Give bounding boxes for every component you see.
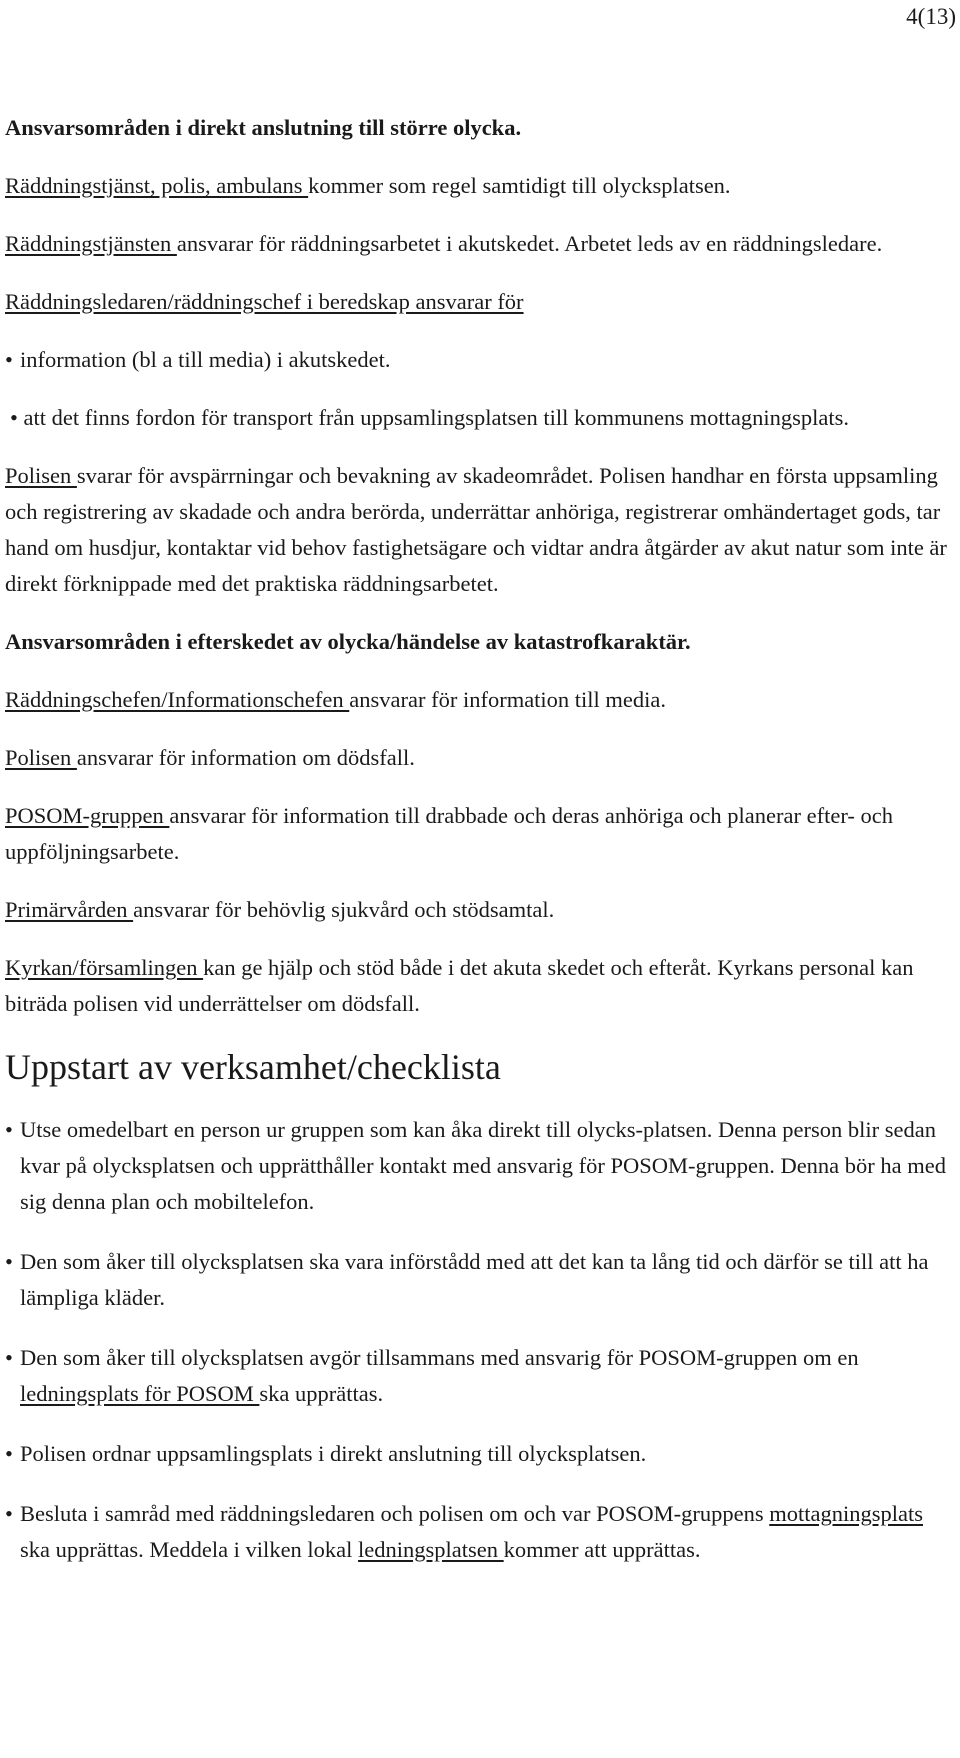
- paragraph-police: Polisen svarar för avspärrningar och bevakning av skadeområdet. Polisen handhar en första uppsamling och registrering av skadade och andra berörda, underrättar anhöriga, registrerar omhändertaget gods, tar hand om husdjur, kontaktar vid behov fastighetsägare och vidtar andra åtgärder av akut natur som inte är direkt förknippade med det praktiska räddningsarbetet.: [5, 463, 947, 596]
- underlined-term: ledningsplatsen: [358, 1537, 504, 1562]
- underlined-term: Räddningstjänsten: [5, 231, 177, 256]
- document-body: [5, 110, 955, 1592]
- checklist-item: • Den som åker till olycksplatsen avgör tillsammans med ansvarig för POSOM-gruppen om en ledningsplats för POSOM ska upprättas.: [5, 1345, 859, 1406]
- paragraph-primary-care: Primärvården ansvarar för behövlig sjukvård och stödsamtal.: [5, 897, 555, 922]
- underlined-term: Räddningschefen/Informationschefen: [5, 687, 350, 712]
- bullet-information: • information (bl a till media) i akutskedet.: [5, 342, 955, 378]
- underlined-term: Polisen: [5, 745, 77, 770]
- checklist-item: • Den som åker till olycksplatsen ska vara införstådd med att det kan ta lång tid och därför se till att ha lämpliga kläder.: [5, 1249, 929, 1310]
- paragraph-posom: POSOM-gruppen ansvarar för information till drabbade och deras anhöriga och planerar efter- och uppföljningsarbete.: [5, 803, 893, 864]
- paragraph-responders: Räddningstjänst, polis, ambulans kommer som regel samtidigt till olycksplatsen.: [5, 173, 731, 198]
- underlined-term: Räddningstjänst, polis, ambulans: [5, 173, 309, 198]
- underlined-term: Kyrkan/församlingen: [5, 955, 204, 980]
- section-heading-checklist: Uppstart av verksamhet/checklista: [5, 1047, 501, 1087]
- underlined-term: POSOM-gruppen: [5, 803, 170, 828]
- underlined-term: Polisen: [5, 463, 77, 488]
- section-heading-direct: Ansvarsområden i direkt anslutning till större olycka.: [5, 115, 522, 140]
- underlined-term: Räddningsledaren/räddningschef i beredskap ansvarar för: [5, 289, 524, 314]
- paragraph-police-death: Polisen ansvarar för information om dödsfall.: [5, 745, 415, 770]
- paragraph-church: Kyrkan/församlingen kan ge hjälp och stöd både i det akuta skedet och efteråt. Kyrkans personal kan biträda polisen vid underrättelser om dödsfall.: [5, 955, 914, 1016]
- section-heading-aftermath: Ansvarsområden i efterskedet av olycka/händelse av katastrofkaraktär.: [5, 629, 691, 654]
- paragraph-rescue-leader: [5, 284, 955, 320]
- paragraph-info-chief: Räddningschefen/Informationschefen ansvarar för information till media.: [5, 687, 667, 712]
- underlined-term: ledningsplats för POSOM: [20, 1381, 260, 1406]
- checklist-item: • Besluta i samråd med räddningsledaren och polisen om och var POSOM-gruppens mottagningsplats ska upprättas. Meddela i vilken lokal ledningsplatsen kommer att upprättas.: [5, 1501, 923, 1562]
- checklist: [5, 1112, 955, 1568]
- paragraph-rescue-service: Räddningstjänsten ansvarar för räddningsarbetet i akutskedet. Arbetet leds av en räddningsledare.: [5, 231, 883, 256]
- bullet-transport: • att det finns fordon för transport från uppsamlingsplatsen till kommunens mottagningsplats.: [10, 405, 850, 430]
- checklist-item: • Polisen ordnar uppsamlingsplats i direkt anslutning till olycksplatsen.: [5, 1441, 647, 1466]
- underlined-term: mottagningsplats: [769, 1501, 923, 1526]
- checklist-item: • Utse omedelbart en person ur gruppen som kan åka direkt till olycks-platsen. Denna person blir sedan kvar på olycksplatsen och upprätthåller kontakt med ansvarig för POSOM-gruppen. Denna bör ha med sig denna plan och mobiltelefon.: [5, 1117, 947, 1214]
- page-number: 4(13): [906, 4, 956, 29]
- underlined-term: Primärvården: [5, 897, 134, 922]
